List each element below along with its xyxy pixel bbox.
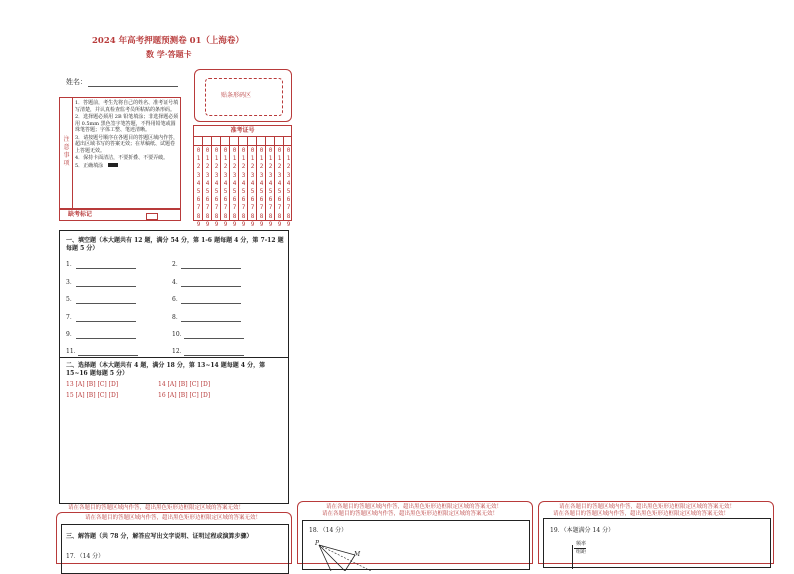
answer-area-warning: 请在各题目的答题区域内作答，超出黑色矩形边框限定区域的答案无效！ bbox=[559, 504, 736, 510]
fill-in-answer-1[interactable] bbox=[76, 268, 136, 269]
exam-number-digits: 0 1 2 3 4 5 6 7 8 9 bbox=[259, 147, 264, 228]
fill-in-answer-10[interactable] bbox=[184, 338, 244, 339]
question-19: 19．（本题满分 14 分） bbox=[550, 527, 615, 534]
choice-row-14[interactable]: 14 [A] [B] [C] [D] bbox=[158, 381, 211, 388]
notice-item: 2．选择题必须用 2B 铅笔填涂；非选择题必须用 0.5mm 黑色签字笔答题，不得用铅笔或圆珠笔答题；字体工整、笔迹清晰。 bbox=[75, 114, 179, 133]
exam-number-column[interactable] bbox=[248, 136, 257, 228]
fill-in-answer-8[interactable] bbox=[181, 321, 241, 322]
exam-number-column[interactable] bbox=[230, 136, 239, 228]
notice-item: 1．答题前，考生先将自己的姓名、准考证号填写清楚，并认真检查监考员所粘贴的条形码。 bbox=[75, 100, 179, 113]
solve-title: 三、解答题（共 78 分，解答应写出文字说明、证明过程或演算步骤） bbox=[66, 533, 253, 540]
answer-area-warning: 请在各题目的答题区域内作答，超出黑色矩形边框限定区域的答案无效！ bbox=[85, 515, 262, 521]
exam-number-column[interactable] bbox=[194, 136, 203, 228]
missing-exam-checkbox[interactable] bbox=[146, 213, 158, 220]
fill-in-item: 4． bbox=[172, 279, 182, 286]
exam-number-digits: 0 1 2 3 4 5 6 7 8 9 bbox=[223, 147, 228, 228]
exam-number-column[interactable] bbox=[257, 136, 266, 228]
exam-number-column[interactable] bbox=[212, 136, 221, 228]
fill-in-answer-9[interactable] bbox=[76, 338, 136, 339]
exam-number-digits: 0 1 2 3 4 5 6 7 8 9 bbox=[241, 147, 246, 228]
choice-row-15[interactable]: 15 [A] [B] [C] [D] bbox=[66, 392, 119, 399]
exam-number-digits: 0 1 2 3 4 5 6 7 8 9 bbox=[196, 147, 201, 228]
choice-title: 二、选择题（本大题共有 4 题，满分 18 分，第 13~14 题每题 4 分，第 15~16 题每题 5 分） bbox=[66, 362, 266, 377]
fill-in-item: 3． bbox=[66, 279, 76, 286]
answer-area-warning: 请在各题目的答题区域内作答，超出黑色矩形边框限定区域的答案无效！ bbox=[553, 511, 730, 517]
answer-area-warning: 请在各题目的答题区域内作答，超出黑色矩形边框限定区域的答案无效！ bbox=[68, 505, 245, 511]
fill-in-item: 7． bbox=[66, 314, 76, 321]
exam-number-column[interactable] bbox=[221, 136, 230, 228]
fill-in-answer-4[interactable] bbox=[181, 286, 241, 287]
fill-in-answer-3[interactable] bbox=[76, 286, 136, 287]
answer-box-left bbox=[59, 230, 289, 504]
histogram-axis bbox=[572, 545, 573, 569]
fill-in-answer-2[interactable] bbox=[181, 268, 241, 269]
fill-in-item: 6． bbox=[172, 296, 182, 303]
barcode-label: 贴条形码区 bbox=[221, 92, 252, 99]
fill-in-item: 12． bbox=[172, 348, 186, 355]
histogram-y-label-group: 组距 bbox=[576, 549, 587, 555]
exam-number-column[interactable] bbox=[203, 136, 212, 228]
choice-row-16[interactable]: 16 [A] [B] [C] [D] bbox=[158, 392, 211, 399]
filled-sample-icon bbox=[108, 163, 118, 167]
figure-label-p: P bbox=[315, 540, 320, 547]
notice-item: 5．正确填涂 bbox=[75, 162, 104, 169]
exam-number-digits: 0 1 2 3 4 5 6 7 8 9 bbox=[277, 147, 282, 228]
fill-in-item: 2． bbox=[172, 261, 182, 268]
fill-in-answer-6[interactable] bbox=[181, 303, 241, 304]
solve-section-middle bbox=[297, 501, 533, 564]
fill-in-title: 一、填空题（本大题共有 12 题，满分 54 分，第 1-6 题每题 4 分，第 7-12 题每题 5 分） bbox=[66, 237, 284, 252]
exam-number-digits: 0 1 2 3 4 5 6 7 8 9 bbox=[214, 147, 219, 228]
figure-label-m: M bbox=[354, 551, 361, 558]
exam-number-digits: 0 1 2 3 4 5 6 7 8 9 bbox=[232, 147, 237, 228]
fill-in-item: 8． bbox=[172, 314, 182, 321]
notice-item: 3．请按题号顺序在各题目的答题区域内作答，超出区域书写的答案无效；在草稿纸、试题卷上答题无效。 bbox=[75, 134, 179, 154]
page-subtitle: 数 学·答题卡 bbox=[146, 49, 192, 59]
solve-section-left bbox=[56, 512, 292, 564]
notice-title: 注 意 事 项 bbox=[63, 136, 70, 167]
notice-item: 4．保持卡面清洁，不要折叠、不要弄破。 bbox=[75, 155, 169, 161]
exam-number-digits: 0 1 2 3 4 5 6 7 8 9 bbox=[250, 147, 255, 228]
fill-in-item: 10． bbox=[172, 331, 186, 338]
fill-in-answer-12[interactable] bbox=[184, 355, 244, 356]
fill-in-item: 11． bbox=[66, 348, 80, 355]
geometry-figure bbox=[311, 541, 381, 571]
exam-number-digits: 0 1 2 3 4 5 6 7 8 9 bbox=[205, 147, 210, 228]
exam-number-column[interactable] bbox=[284, 136, 293, 228]
fill-in-answer-11[interactable] bbox=[78, 355, 138, 356]
exam-number-label: 准考证号 bbox=[230, 127, 255, 134]
question-18: 18．（14 分） bbox=[309, 527, 348, 534]
choice-row-13[interactable]: 13 [A] [B] [C] [D] bbox=[66, 381, 119, 388]
answer-area-warning: 请在各题目的答题区域内作答，超出黑色矩形边框限定区域的答案无效！ bbox=[326, 504, 503, 510]
fill-in-answer-7[interactable] bbox=[76, 321, 136, 322]
fill-in-item: 1． bbox=[66, 261, 76, 268]
exam-number-column[interactable] bbox=[239, 136, 248, 228]
histogram-y-label-frequency: 频率 bbox=[576, 541, 587, 547]
question-17: 17．（14 分） bbox=[66, 553, 105, 560]
exam-number-column[interactable] bbox=[266, 136, 275, 228]
exam-number-digits: 0 1 2 3 4 5 6 7 8 9 bbox=[286, 147, 291, 228]
fill-in-answer-5[interactable] bbox=[76, 303, 136, 304]
exam-number-column[interactable] bbox=[275, 136, 284, 228]
exam-number-grid bbox=[193, 125, 292, 228]
solve-section-right bbox=[538, 501, 774, 564]
missing-exam-row bbox=[59, 209, 181, 221]
fill-in-item: 9． bbox=[66, 331, 76, 338]
page-title: 2024 年高考押题预测卷 01（上海卷） bbox=[92, 36, 244, 46]
exam-number-digits: 0 1 2 3 4 5 6 7 8 9 bbox=[268, 147, 273, 228]
missing-exam-label: 缺考标记 bbox=[68, 211, 93, 218]
answer-area-warning: 请在各题目的答题区域内作答，超出黑色矩形边框限定区域的答案无效！ bbox=[322, 511, 499, 517]
name-label: 姓名： bbox=[66, 78, 87, 86]
fill-in-item: 5． bbox=[66, 296, 76, 303]
barcode-area bbox=[194, 69, 292, 122]
notice-box bbox=[59, 97, 181, 209]
name-field[interactable] bbox=[88, 86, 178, 87]
